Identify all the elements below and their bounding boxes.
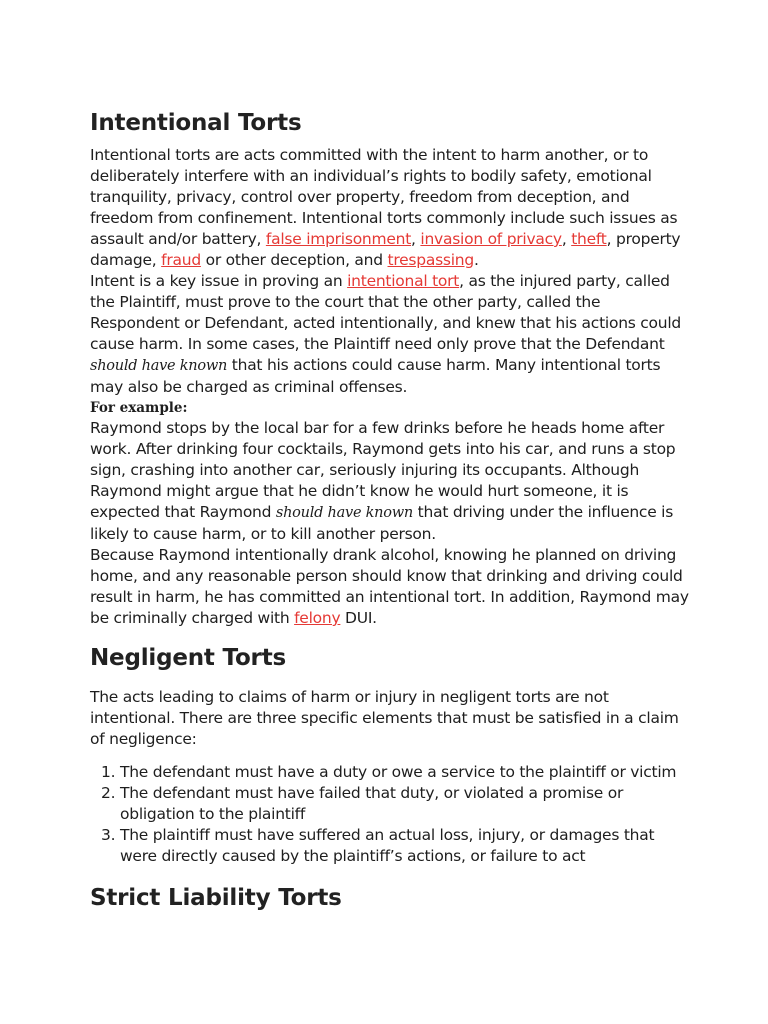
paragraph-intent (90, 271, 690, 398)
list-item: 1. The defendant must have a duty or owe a service to the plaintiff or victim (120, 762, 690, 783)
link-invasion-of-privacy[interactable]: invasion of privacy (420, 230, 562, 248)
list-item: 3. The plaintiff must have suffered an actual loss, injury, or damages that were directly caused by the plaintiff’s actions, or failure to act (120, 825, 690, 867)
text-run: Because Raymond intentionally drank alcohol, knowing he planned on driving home, and any reasonable person should know that drinking and driving could result in harm, he has committed an intentional tort. In addition, Raymond may be criminally charged with (90, 546, 689, 627)
text-run: DUI. (340, 609, 377, 627)
emphasis-text: should have known (275, 505, 413, 521)
text-run: . (473, 251, 479, 269)
heading-strict-liability-torts: Strict Liability Torts (90, 885, 342, 911)
link-intentional-tort[interactable]: intentional tort (347, 272, 460, 290)
link-false-imprisonment[interactable]: false imprisonment (265, 230, 412, 248)
paragraph-conclusion (90, 545, 690, 629)
link-fraud[interactable]: fraud (161, 251, 201, 269)
text-run: that driving under the influence is likely to cause harm, or to kill another person. (90, 503, 674, 543)
text-run: , as the injured party, called the Plaintiff, must prove to the court that the other party, called the Respondent or Defendant, acted intentionally, and knew that his actions could cause harm. In some cases, the Plaintiff need only prove that the Defendant (90, 272, 681, 353)
link-theft[interactable]: theft (571, 230, 607, 248)
link-trespassing[interactable]: trespassing (387, 251, 474, 269)
negligent-torts-body (90, 687, 690, 750)
paragraph-example (90, 418, 690, 545)
negligence-elements-list (90, 762, 690, 867)
text-run: or other deception, and (200, 251, 388, 269)
ordered-list (90, 762, 690, 867)
list-item: 2. The defendant must have failed that duty, or violated a promise or obligation to the plaintiff (120, 783, 690, 825)
text-run: Intent is a key issue in proving an (90, 272, 348, 290)
heading-negligent-torts: Negligent Torts (90, 645, 286, 671)
emphasis-text: should have known (90, 358, 228, 374)
paragraph-negligence-intro: The acts leading to claims of harm or injury in negligent torts are not intentional. There are three specific elements that must be satisfied in a claim of negligence: (90, 688, 679, 748)
intentional-torts-body (90, 145, 690, 629)
text-run: , (561, 230, 572, 248)
text-run: , (411, 230, 421, 248)
link-felony[interactable]: felony (294, 609, 341, 627)
example-label: For example: (90, 400, 188, 416)
text-run: that his actions could cause harm. Many intentional torts may also be charged as criminal offenses. (90, 356, 661, 396)
paragraph-definition (90, 145, 690, 271)
text-run: , property damage, (90, 230, 681, 269)
text-run: Raymond stops by the local bar for a few drinks before he heads home after work. After drinking four cocktails, Raymond gets into his car, and runs a stop sign, crashing into another car, seriously injuring its occupants. Although Raymond might argue that he didn’t know he would hurt someone, it is expected that Raymond (90, 419, 676, 521)
text-run: Intentional torts are acts committed with the intent to harm another, or to deliberately interfere with an individual’s rights to bodily safety, emotional tranquility, privacy, control over property, freedom from deception, and freedom from confinement. Intentional torts commonly include such issues as assault and/or battery, (90, 146, 678, 248)
heading-intentional-torts: Intentional Torts (90, 110, 302, 136)
